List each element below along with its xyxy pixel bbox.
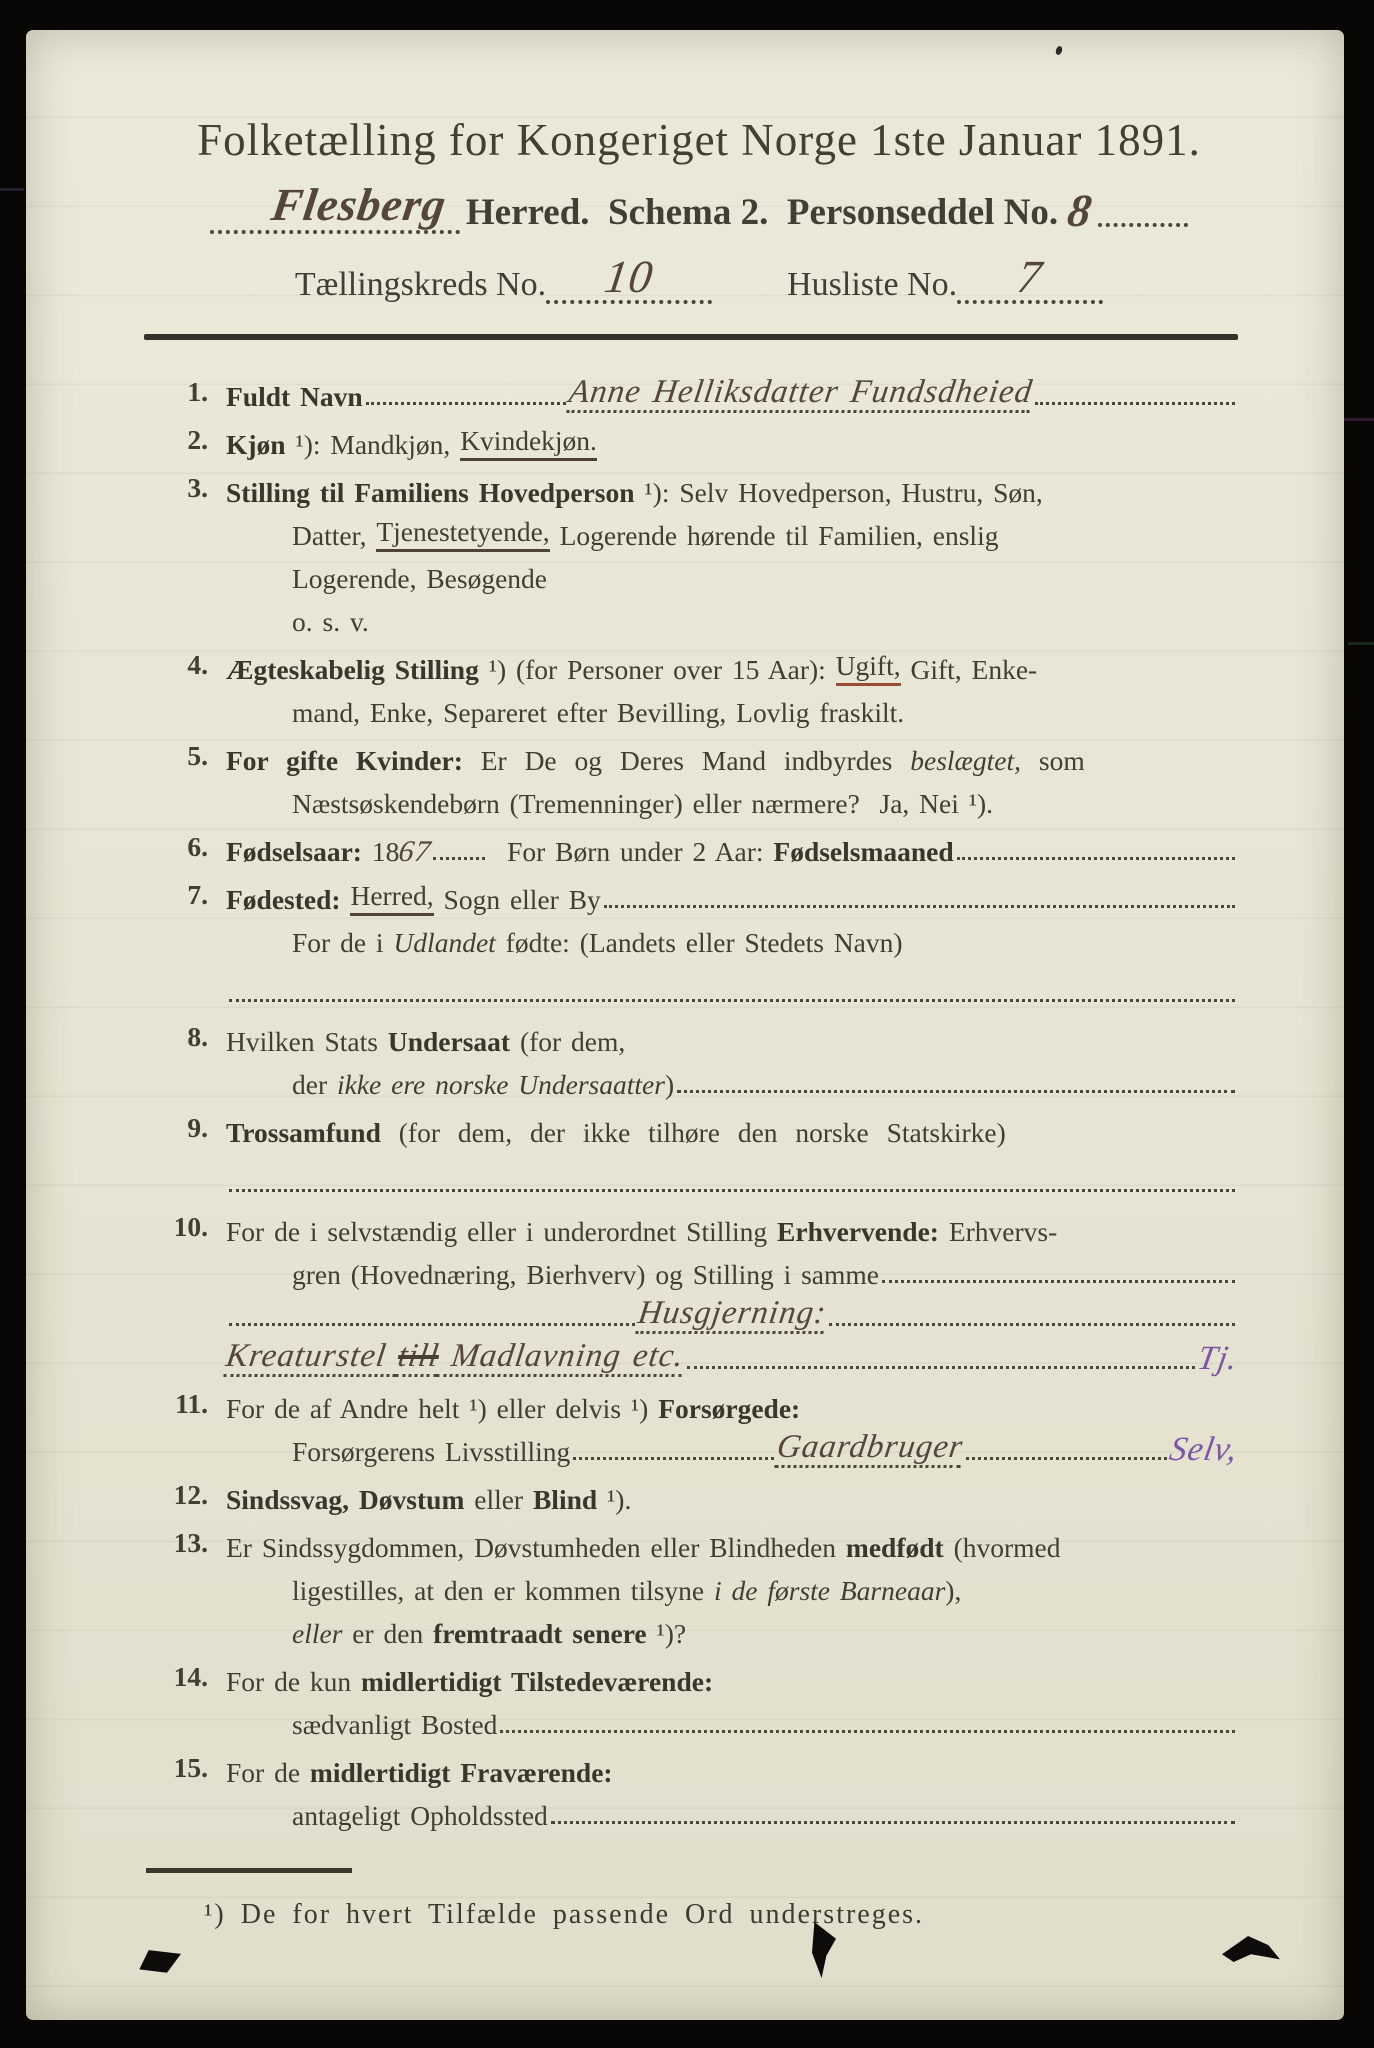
- form-line: [226, 1058, 1238, 1101]
- label-text: Blind: [532, 1484, 598, 1515]
- form-line: [226, 1015, 1238, 1058]
- dotted-leader: [229, 999, 1235, 1002]
- dotted-leader: [829, 1323, 1235, 1326]
- label-text: Fuldt Navn: [226, 381, 363, 412]
- label-text: Stilling til Familiens Hovedperson: [226, 477, 635, 508]
- form-item-3: [160, 466, 1238, 638]
- item-body: [226, 1106, 1238, 1200]
- form-line: [226, 643, 1238, 686]
- form-line: [226, 466, 1238, 509]
- text: eller: [292, 1618, 343, 1649]
- item-number: 12.: [173, 1479, 208, 1510]
- form-line: [226, 1106, 1238, 1149]
- text: der: [292, 1069, 337, 1100]
- item-number: 1.: [187, 376, 208, 407]
- label-text: medfødt: [845, 1532, 944, 1563]
- text: For de: [226, 1757, 310, 1788]
- form-line: [226, 967, 1238, 1010]
- text: Erhvervs-: [938, 1216, 1058, 1247]
- text: i de første Barneaar: [714, 1575, 946, 1606]
- taellingskreds-no-handwritten-entry: 10: [601, 251, 657, 302]
- text: o. s. v.: [292, 606, 369, 637]
- item-number: 13.: [173, 1527, 208, 1558]
- husliste-label: Husliste No.: [770, 266, 958, 303]
- text: Herred,: [350, 880, 433, 916]
- dotted-leader: [677, 1090, 1235, 1093]
- item-number: 15.: [173, 1752, 208, 1783]
- handwritten-entry: Husgjerning:: [635, 1295, 829, 1334]
- label-text: midlertidigt Fraværende:: [309, 1757, 613, 1788]
- item-number: 8.: [187, 1021, 208, 1052]
- herred-schema-personseddel-label: Herred. Schema 2. Personseddel No.: [465, 192, 1059, 233]
- text: 18: [361, 836, 400, 867]
- form-item-15: [160, 1746, 1238, 1832]
- handwritten-entry-purple: Selv,: [1167, 1430, 1242, 1468]
- form-item-13: [160, 1521, 1238, 1650]
- text: Kvindekjøn.: [460, 425, 597, 461]
- label-text: Fødselsaar:: [226, 836, 362, 867]
- text: ): [664, 1069, 675, 1100]
- text: ),: [945, 1575, 962, 1606]
- dotted-leader: [1035, 402, 1235, 405]
- text: Datter,: [292, 520, 377, 551]
- text: For de i selvstændig eller i underordnet Stilling: [226, 1216, 778, 1247]
- form-line: [226, 418, 1238, 461]
- form-item-12: [160, 1473, 1238, 1516]
- item-body: [226, 1655, 1238, 1741]
- item-body: [226, 1015, 1238, 1101]
- form-item-11: [160, 1382, 1242, 1468]
- text: (for dem, der ikke tilhøre den norske Statskirke): [380, 1117, 1006, 1148]
- form-line: [226, 1655, 1238, 1698]
- text: gren (Hovednæring, Bierhverv) og Stilling i samme: [292, 1259, 880, 1290]
- handwritten-entry: Kreaturstel: [223, 1338, 401, 1377]
- form-line: [226, 1698, 1238, 1741]
- label-text: fremtraadt senere: [433, 1618, 647, 1649]
- form-line: [226, 1425, 1242, 1468]
- form-line: [226, 1248, 1238, 1291]
- text: Ugift,: [836, 650, 901, 686]
- dotted-leader: [687, 1366, 1195, 1369]
- text: Hvilken Stats: [226, 1026, 388, 1057]
- label-text: Fødselsmaaned: [773, 836, 954, 867]
- text: som: [1021, 745, 1085, 776]
- form-line: [226, 1205, 1238, 1248]
- text: fødte: (Landets eller Stedets Navn): [495, 927, 903, 958]
- taellingskreds-no-field: [546, 251, 712, 304]
- item-body: [226, 1521, 1238, 1650]
- handwritten-entry: Gaardbruger: [775, 1429, 966, 1468]
- label-text: Sindssvag, Døvstum: [226, 1484, 465, 1515]
- municipality-field: [210, 179, 460, 234]
- form-line: [226, 777, 1238, 820]
- item-body: [226, 643, 1238, 729]
- label-text: Erhvervende:: [777, 1216, 939, 1247]
- handwritten-entry: Anne Helliksdatter Fundsdheied: [566, 374, 1035, 413]
- text: ¹) (for Personer over 15 Aar):: [478, 654, 836, 685]
- form-item-5: [160, 734, 1238, 820]
- text: Næstsøskendebørn (Tremenninger) eller nærmere? Ja, Nei ¹).: [292, 788, 994, 819]
- header-line-municipality: [160, 179, 1238, 236]
- item-number: 9.: [187, 1112, 208, 1143]
- item-body: [223, 1205, 1242, 1377]
- item-body: [226, 1382, 1242, 1468]
- form-line: [226, 552, 1238, 595]
- item-body: [226, 1746, 1238, 1832]
- label-text: Undersaat: [387, 1026, 511, 1057]
- text: mand, Enke, Separeret efter Bevilling, Lovlig fraskilt.: [292, 697, 905, 728]
- husliste-no-field: [957, 251, 1103, 304]
- text: sædvanligt Bosted: [292, 1709, 498, 1740]
- item-body: [226, 418, 1238, 461]
- item-number: 5.: [187, 740, 208, 771]
- handwritten-entry: 67: [397, 835, 434, 868]
- form-item-8: [160, 1015, 1238, 1101]
- text: Er Sindssygdommen, Døvstumheden eller Blindheden: [226, 1532, 846, 1563]
- form-line: [226, 873, 1238, 916]
- dotted-leader: [500, 1730, 1235, 1733]
- form-line: [226, 916, 1238, 959]
- label-text: For gifte Kvinder:: [226, 745, 463, 776]
- form-item-14: [160, 1655, 1238, 1741]
- husliste-no-handwritten-entry: 7: [1014, 251, 1046, 302]
- form-line: [226, 595, 1238, 638]
- dotted-leader: [1098, 223, 1188, 227]
- form-line: [223, 1334, 1242, 1377]
- taellingskreds-label: Tællingskreds No.: [294, 266, 547, 303]
- text: Logerende, Besøgende: [292, 563, 547, 594]
- item-number: 11.: [175, 1388, 208, 1419]
- form-title: Folketælling for Kongeriget Norge 1ste Januar 1891.: [197, 115, 1201, 165]
- item-number: 10.: [173, 1211, 208, 1242]
- text: ikke ere norske Undersaatter: [337, 1069, 665, 1100]
- item-body: [226, 370, 1238, 413]
- form-line: [226, 1564, 1238, 1607]
- item-body: [226, 734, 1238, 820]
- form-item-6: [160, 825, 1238, 868]
- text: ligestilles, at den er kommen tilsyne: [292, 1575, 715, 1606]
- text: Er De og Deres Mand indbyrdes: [462, 745, 911, 776]
- scan-streak: [0, 188, 24, 191]
- form-content: [26, 30, 1344, 1931]
- form-items-list: [160, 370, 1242, 1832]
- handwritten-entry: Madlavning etc.: [436, 1338, 686, 1377]
- form-line: [226, 1746, 1238, 1789]
- text: Udlandet: [393, 927, 496, 958]
- label-text: Fødested:: [226, 884, 341, 915]
- text: Forsørgerens Livsstilling: [292, 1436, 571, 1467]
- form-line: [226, 825, 1238, 868]
- item-number: 4.: [187, 649, 208, 680]
- form-item-4: [160, 643, 1238, 729]
- item-body: [226, 466, 1238, 638]
- form-line: [226, 370, 1238, 413]
- form-item-9: [160, 1106, 1238, 1200]
- form-line: [226, 1291, 1238, 1334]
- form-line: [226, 509, 1238, 552]
- form-item-1: [160, 370, 1238, 413]
- text: antageligt Opholdssted: [292, 1800, 548, 1831]
- handwritten-entry-purple: Tj.: [1194, 1339, 1242, 1377]
- dotted-leader: [957, 857, 1235, 860]
- text: eller: [464, 1484, 533, 1515]
- form-item-10: [160, 1205, 1242, 1377]
- text: ¹): Selv Hovedperson, Hustru, Søn,: [634, 477, 1043, 508]
- personseddel-no-handwritten-entry: 8: [1064, 185, 1096, 236]
- form-line: [226, 1789, 1238, 1832]
- form-line: [226, 1382, 1238, 1425]
- dotted-leader: [882, 1280, 1235, 1283]
- form-line: [226, 1157, 1238, 1200]
- form-line: [226, 734, 1238, 777]
- header-rule: [144, 334, 1238, 340]
- footnote-rule: [146, 1868, 352, 1873]
- text: ¹).: [597, 1484, 632, 1515]
- form-item-7: [160, 873, 1238, 1010]
- item-number: 2.: [187, 424, 208, 455]
- form-line: [226, 1521, 1238, 1564]
- item-number: 7.: [187, 879, 208, 910]
- text: [341, 884, 351, 916]
- item-body: [226, 873, 1238, 1010]
- text: Tjenestetyende,: [376, 516, 549, 552]
- text: (hvormed: [943, 1532, 1061, 1563]
- text: For de af Andre helt ¹) eller delvis ¹): [226, 1393, 659, 1424]
- label-text: Forsørgede:: [658, 1393, 801, 1424]
- label-text: Trossamfund: [226, 1117, 381, 1148]
- dotted-leader: [573, 1457, 774, 1460]
- dotted-leader: [229, 1189, 1235, 1192]
- footnote-text: ¹) De for hvert Tilfælde passende Ord understreges.: [204, 1899, 925, 1930]
- text: beslægtet,: [910, 745, 1022, 776]
- text: For de kun: [226, 1666, 362, 1697]
- item-number: 14.: [173, 1661, 208, 1692]
- text: er den: [342, 1618, 434, 1649]
- item-number: 6.: [187, 831, 208, 862]
- dotted-leader: [551, 1821, 1235, 1824]
- form-line: [226, 1473, 1238, 1516]
- label-text: Ægteskabelig Stilling: [226, 654, 479, 685]
- dotted-leader: [433, 857, 485, 860]
- dotted-leader: [366, 402, 566, 405]
- form-line: [226, 686, 1238, 729]
- text: For de i: [292, 927, 394, 958]
- dotted-leader: [966, 1457, 1167, 1460]
- text: Logerende hørende til Familien, enslig: [549, 520, 999, 551]
- scan-streak: [1344, 418, 1374, 421]
- dotted-leader: [604, 905, 1235, 908]
- municipality-handwritten-entry: Flesberg: [268, 179, 450, 230]
- text: For Børn under 2 Aar:: [487, 836, 774, 867]
- label-text: Kjøn: [226, 429, 286, 460]
- item-body: [226, 825, 1238, 868]
- scan-streak: [1348, 642, 1374, 645]
- text: (for dem,: [510, 1026, 626, 1057]
- form-item-2: [160, 418, 1238, 461]
- item-body: [226, 1473, 1238, 1516]
- text: Sogn eller By: [433, 884, 601, 915]
- label-text: midlertidigt Tilstedeværende:: [361, 1666, 714, 1697]
- handwritten-entry: till: [396, 1338, 442, 1377]
- text: Gift, Enke-: [900, 654, 1038, 685]
- dotted-leader: [229, 1323, 635, 1326]
- text: ¹): Mandkjøn,: [285, 429, 461, 460]
- form-line: [226, 1607, 1238, 1650]
- header-line-district: [160, 251, 1238, 304]
- text: ¹)?: [646, 1618, 687, 1649]
- census-form-paper: [26, 30, 1344, 2020]
- item-number: 3.: [187, 472, 208, 503]
